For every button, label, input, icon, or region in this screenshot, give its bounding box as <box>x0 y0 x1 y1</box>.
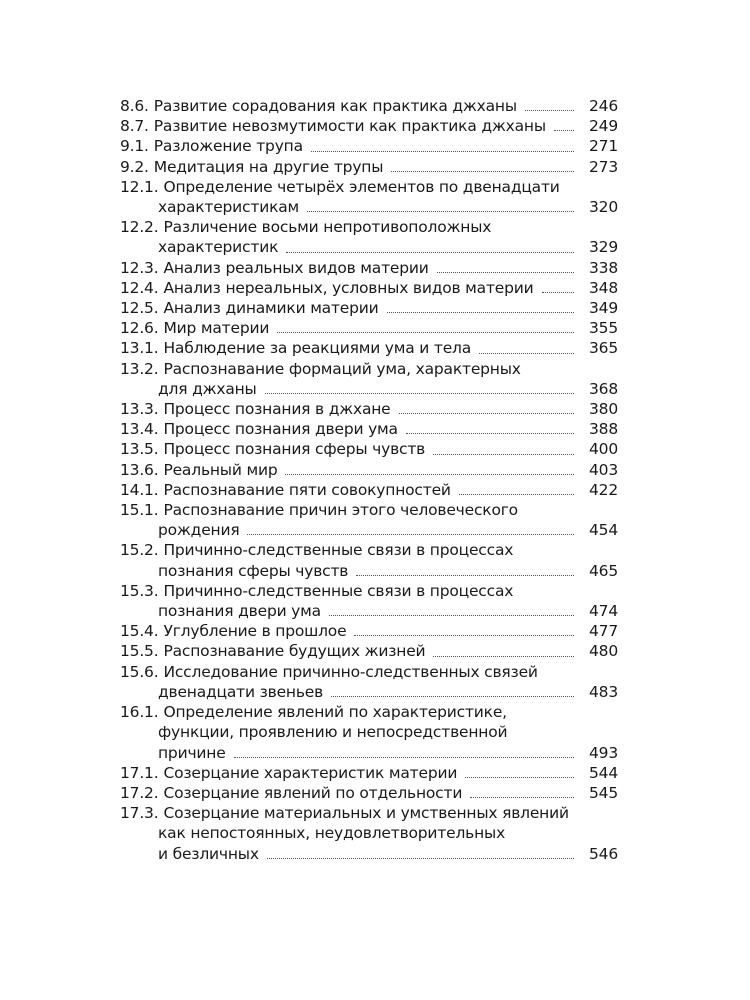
toc-entry-title: Созерцание явлений по отдельности <box>163 783 463 802</box>
toc-entry-number: 15.4. <box>120 622 159 641</box>
toc-entry-title: Процесс познания сферы чувств <box>163 440 426 459</box>
toc-entry-title: познания сферы чувств <box>158 561 349 580</box>
toc-entry-page-number: 368 <box>589 379 618 398</box>
toc-entry <box>120 460 618 480</box>
dot-leader <box>459 494 574 495</box>
toc-entry-page-number: 329 <box>589 238 618 257</box>
toc-entry-line <box>120 399 618 419</box>
toc-entry-title: Развитие сорадования как практика джханы <box>153 97 517 115</box>
toc-entry-page-number: 493 <box>589 743 618 762</box>
toc-entry-line <box>120 621 618 641</box>
dot-leader <box>470 797 574 798</box>
toc-entry <box>120 359 618 399</box>
toc-entry-line <box>120 540 618 560</box>
toc-entry-number: 13.2. <box>120 359 159 378</box>
dot-leader <box>542 292 574 293</box>
toc-entry-line <box>120 116 618 136</box>
toc-entry-page-number: 355 <box>589 319 618 338</box>
toc-entry-page-number: 422 <box>589 480 618 499</box>
dot-leader <box>307 211 574 212</box>
toc-entry-number: 15.3. <box>120 581 159 600</box>
toc-entry <box>120 702 618 763</box>
toc-entry <box>120 217 618 257</box>
toc-entry-page-number: 320 <box>589 198 618 217</box>
toc-entry-page-number: 546 <box>589 844 618 863</box>
toc-entry-page-number: 474 <box>589 602 618 621</box>
toc-entry-title: Причинно-следственные связи в процессах <box>163 581 514 600</box>
toc-entry-number: 13.6. <box>120 460 159 479</box>
toc-entry <box>120 157 618 177</box>
toc-entry-line <box>120 359 618 379</box>
toc-entry-number: 12.3. <box>120 258 159 277</box>
toc-entry-page-number: 273 <box>589 157 618 176</box>
toc-entry-number: 9.1. <box>120 137 149 156</box>
toc-entry-page-number: 246 <box>589 97 618 115</box>
toc-entry-title: Определение четырёх элементов по двенадцати <box>163 177 560 196</box>
toc-entry-title: Определение явлений по характеристике, <box>163 703 507 722</box>
dot-leader <box>354 635 574 636</box>
toc-entry <box>120 177 618 217</box>
toc-entry-title: Различение восьми непротивоположных <box>163 218 492 237</box>
toc-entry-title: Развитие невозмутимости как практика джханы <box>153 117 546 136</box>
toc-entry-number: 15.6. <box>120 662 159 681</box>
toc-entry <box>120 439 618 459</box>
toc-entry-title: Созерцание характеристик материи <box>163 763 458 782</box>
toc-entry-title: Реальный мир <box>163 460 278 479</box>
toc-entry-page-number: 271 <box>589 137 618 156</box>
toc-entry-line <box>120 641 618 661</box>
toc-entry <box>120 783 618 803</box>
toc-entry-title: как непостоянных, неудовлетворительных <box>158 824 506 843</box>
toc-entry <box>120 116 618 136</box>
toc-entry-title: Мир материи <box>163 319 270 338</box>
table-of-contents <box>120 96 618 864</box>
toc-entry-number: 13.5. <box>120 440 159 459</box>
toc-entry-line <box>120 298 618 318</box>
toc-entry-page-number: 365 <box>589 339 618 358</box>
toc-entry-number: 16.1. <box>120 703 159 722</box>
toc-entry <box>120 641 618 661</box>
toc-entry-line <box>120 439 618 459</box>
dot-leader <box>286 252 574 253</box>
dot-leader <box>406 433 574 434</box>
toc-entry-line <box>120 460 618 480</box>
toc-entry-page-number: 388 <box>589 420 618 439</box>
toc-entry-line <box>120 278 618 298</box>
toc-entry-page-number: 400 <box>589 440 618 459</box>
toc-entry-number: 12.2. <box>120 218 159 237</box>
toc-entry-line <box>120 844 618 864</box>
toc-entry-number: 9.2. <box>120 157 149 176</box>
toc-entry-number: 15.2. <box>120 541 159 560</box>
dot-leader <box>265 393 574 394</box>
toc-entry-number: 17.2. <box>120 783 159 802</box>
toc-entry-page-number: 380 <box>589 400 618 419</box>
dot-leader <box>267 858 574 859</box>
toc-entry-number: 12.4. <box>120 278 159 297</box>
toc-entry-number: 12.1. <box>120 177 159 196</box>
toc-entry <box>120 803 618 864</box>
dot-leader <box>433 656 574 657</box>
toc-entry-line <box>120 96 618 116</box>
toc-entry-page-number: 349 <box>589 299 618 318</box>
dot-leader <box>479 353 574 354</box>
dot-leader <box>391 171 574 172</box>
toc-entry-title: двенадцати звеньев <box>158 682 324 701</box>
toc-entry-line <box>120 823 618 843</box>
toc-entry-line <box>120 177 618 197</box>
dot-leader <box>387 312 574 313</box>
toc-entry-number: 12.5. <box>120 299 159 318</box>
toc-entry-title: и безличных <box>158 844 259 863</box>
dot-leader <box>311 151 574 152</box>
toc-entry-page-number: 480 <box>589 642 618 661</box>
toc-entry-title: познания двери ума <box>158 602 321 621</box>
toc-entry-line <box>120 197 618 217</box>
toc-entry-page-number: 249 <box>589 117 618 136</box>
toc-entry <box>120 763 618 783</box>
toc-entry <box>120 662 618 702</box>
toc-entry-title: функции, проявлению и непосредственной <box>158 723 508 742</box>
toc-entry-number: 13.1. <box>120 339 159 358</box>
toc-entry-title: Процесс познания двери ума <box>163 420 398 439</box>
dot-leader <box>554 130 574 131</box>
toc-entry <box>120 298 618 318</box>
toc-entry-page-number: 403 <box>589 460 618 479</box>
toc-entry-line <box>120 258 618 278</box>
toc-entry-line <box>120 136 618 156</box>
toc-entry <box>120 258 618 278</box>
toc-entry <box>120 621 618 641</box>
toc-entry-number: 17.3. <box>120 804 159 823</box>
toc-entry-page-number: 477 <box>589 622 618 641</box>
toc-entry-title: Созерцание материальных и умственных явлений <box>163 804 569 823</box>
toc-entry-number: 8.7. <box>120 117 149 136</box>
dot-leader <box>277 332 574 333</box>
toc-entry-title: Исследование причинно-следственных связей <box>163 662 538 681</box>
toc-entry-title: Распознавание причин этого человеческого <box>163 501 518 520</box>
toc-entry <box>120 338 618 358</box>
dot-leader <box>399 413 574 414</box>
toc-entry-line <box>120 601 618 621</box>
dot-leader <box>247 534 574 535</box>
toc-entry-page-number: 465 <box>589 561 618 580</box>
toc-entry-title: Процесс познания в джхане <box>163 400 391 419</box>
toc-entry-number: 12.6. <box>120 319 159 338</box>
toc-entry-number: 17.1. <box>120 763 159 782</box>
toc-entry-title: рождения <box>158 521 240 540</box>
dot-leader <box>525 110 574 111</box>
toc-entry-title: характеристик <box>158 238 279 257</box>
toc-entry-line <box>120 662 618 682</box>
toc-entry-number: 15.5. <box>120 642 159 661</box>
toc-entry-title: Распознавание формаций ума, характерных <box>163 359 521 378</box>
toc-entry-title: Распознавание пяти совокупностей <box>163 480 451 499</box>
toc-entry <box>120 500 618 540</box>
toc-entry-title: причине <box>158 743 226 762</box>
toc-entry-number: 13.4. <box>120 420 159 439</box>
toc-entry-line <box>120 682 618 702</box>
toc-entry-title: характеристикам <box>158 198 300 217</box>
toc-entry-page-number: 544 <box>589 763 618 782</box>
toc-entry-line <box>120 581 618 601</box>
dot-leader <box>234 757 574 758</box>
toc-entry-line <box>120 157 618 177</box>
toc-entry-line <box>120 561 618 581</box>
dot-leader <box>329 615 574 616</box>
toc-entry-title: Распознавание будущих жизней <box>163 642 426 661</box>
toc-entry-title: Анализ реальных видов материи <box>163 258 429 277</box>
toc-entry-page-number: 338 <box>589 258 618 277</box>
toc-entry <box>120 96 618 116</box>
toc-entry-line <box>120 702 618 722</box>
toc-entry-line <box>120 763 618 783</box>
toc-entry-title: Наблюдение за реакциями ума и тела <box>163 339 472 358</box>
dot-leader <box>465 777 574 778</box>
toc-entry-line <box>120 237 618 257</box>
toc-entry-line <box>120 743 618 763</box>
toc-entry <box>120 318 618 338</box>
toc-entry-line <box>120 500 618 520</box>
toc-entry-title: Углубление в прошлое <box>163 622 347 641</box>
toc-entry-page-number: 454 <box>589 521 618 540</box>
toc-entry-title: для джханы <box>158 379 257 398</box>
dot-leader <box>331 696 574 697</box>
toc-entry-number: 8.6. <box>120 97 149 115</box>
dot-leader <box>356 575 574 576</box>
toc-entry-line <box>120 783 618 803</box>
toc-entry-page-number: 545 <box>589 783 618 802</box>
toc-entry <box>120 581 618 621</box>
toc-entry-line <box>120 338 618 358</box>
toc-entry-title: Анализ нереальных, условных видов материи <box>163 278 534 297</box>
dot-leader <box>433 454 574 455</box>
toc-entry-line <box>120 722 618 742</box>
toc-entry-number: 14.1. <box>120 480 159 499</box>
toc-entry-title: Медитация на другие трупы <box>153 157 384 176</box>
dot-leader <box>437 272 574 273</box>
toc-entry-page-number: 348 <box>589 278 618 297</box>
toc-entry <box>120 419 618 439</box>
toc-entry <box>120 540 618 580</box>
toc-entry-title: Разложение трупа <box>153 137 303 156</box>
toc-entry-number: 13.3. <box>120 400 159 419</box>
toc-entry-line <box>120 379 618 399</box>
toc-entry-line <box>120 803 618 823</box>
toc-entry-page-number: 483 <box>589 682 618 701</box>
toc-entry-line <box>120 318 618 338</box>
dot-leader <box>285 474 574 475</box>
toc-entry <box>120 136 618 156</box>
toc-entry-line <box>120 480 618 500</box>
toc-entry <box>120 278 618 298</box>
toc-entry <box>120 399 618 419</box>
toc-entry-line <box>120 217 618 237</box>
toc-entry-line <box>120 520 618 540</box>
toc-entry-number: 15.1. <box>120 501 159 520</box>
toc-entry-line <box>120 419 618 439</box>
toc-entry-title: Причинно-следственные связи в процессах <box>163 541 514 560</box>
toc-entry-title: Анализ динамики материи <box>163 299 379 318</box>
toc-entry <box>120 480 618 500</box>
